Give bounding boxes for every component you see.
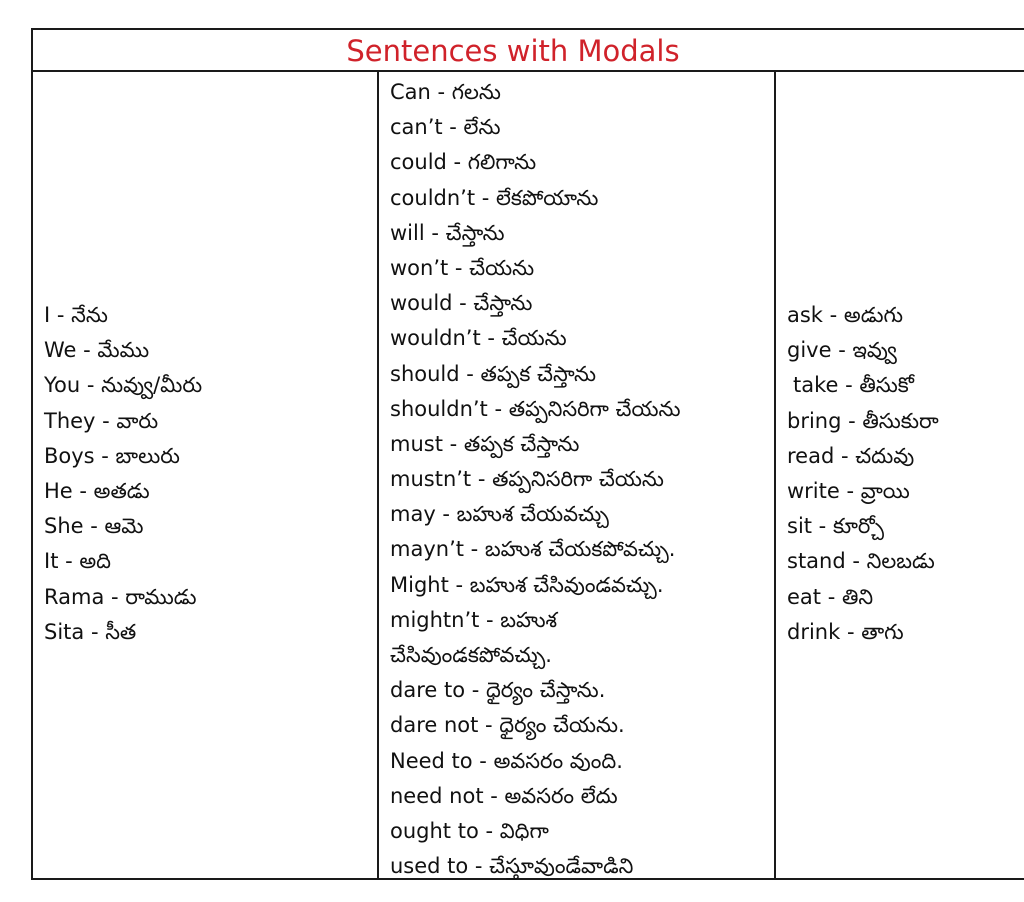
list-item: mayn’t - బహుశ చేయకపోవచ్చు.	[390, 537, 676, 562]
list-item: shouldn’t - తప్పనిసరిగా చేయను	[390, 396, 681, 421]
list-item: I - నేను	[44, 303, 108, 327]
modals-table	[31, 28, 1024, 880]
list-item: Boys - బాలురు	[44, 443, 180, 468]
list-item: write - వ్రాయి	[787, 478, 910, 503]
list-item: We - మేము	[44, 338, 150, 363]
list-item: drink - తాగు	[787, 619, 904, 644]
list-item: dare not - ధైర్యం చేయను.	[390, 713, 625, 738]
list-item: read - చదువు	[787, 443, 915, 468]
table-header-row	[33, 30, 1024, 72]
list-item: Might - బహుశ చేసివుండవచ్చు.	[390, 572, 664, 597]
list-item: used to - చేస్తూవుండేవాడిని	[390, 854, 634, 879]
column-divider-2	[774, 72, 776, 878]
list-item: Need to - అవసరం వుంది.	[390, 748, 623, 773]
list-item: may - బహుశ చేయవచ్చు	[390, 502, 609, 527]
modals-column	[390, 75, 681, 884]
list-item-continuation: చేసివుండకపోవచ్చు.	[390, 643, 552, 667]
list-item: bring - తీసుకురా	[787, 408, 939, 433]
list-item: sit - కూర్చో	[787, 514, 885, 539]
list-item: ought to - విధిగా	[390, 818, 549, 843]
list-item: will - చేస్తాను	[390, 220, 505, 245]
list-item: would - చేస్తాను	[390, 291, 533, 316]
list-item: eat - తిని	[787, 584, 874, 609]
list-item: must - తప్పక చేస్తాను	[390, 431, 580, 456]
list-item: stand - నిలబడు	[787, 549, 935, 574]
table-title: Sentences with Modals	[346, 34, 680, 68]
list-item: dare to - ధైర్యం చేస్తాను.	[390, 678, 606, 703]
list-item: wouldn’t - చేయను	[390, 326, 567, 351]
list-item: She - ఆమె	[44, 514, 144, 539]
list-item: could - గలిగాను	[390, 150, 537, 175]
list-item: You - నువ్వు/మీరు	[44, 373, 203, 398]
verbs-column	[787, 298, 939, 650]
list-item: Sita - సీత	[44, 619, 137, 644]
list-item: Can - గలను	[390, 80, 501, 104]
list-item: mustn’t - తప్పనిసరిగా చేయను	[390, 467, 664, 492]
list-item: He - అతడు	[44, 478, 150, 503]
list-item: It - అది	[44, 549, 111, 574]
list-item: won’t - చేయను	[390, 255, 535, 280]
list-item: take - తీసుకో	[793, 373, 915, 398]
list-item: give - ఇవ్వు	[787, 338, 897, 363]
list-item: need not - అవసరం లేదు	[390, 783, 618, 808]
list-item: ask - అడుగు	[787, 303, 904, 327]
list-item: mightn’t - బహుశ	[390, 607, 558, 632]
list-item: couldn’t - లేకపోయాను	[390, 185, 599, 210]
list-item: should - తప్పక చేస్తాను	[390, 361, 596, 386]
list-item: can’t - లేను	[390, 115, 501, 140]
list-item: Rama - రాముడు	[44, 584, 197, 609]
column-divider-1	[377, 72, 379, 878]
list-item: They - వారు	[44, 408, 159, 433]
pronouns-column	[44, 298, 202, 650]
